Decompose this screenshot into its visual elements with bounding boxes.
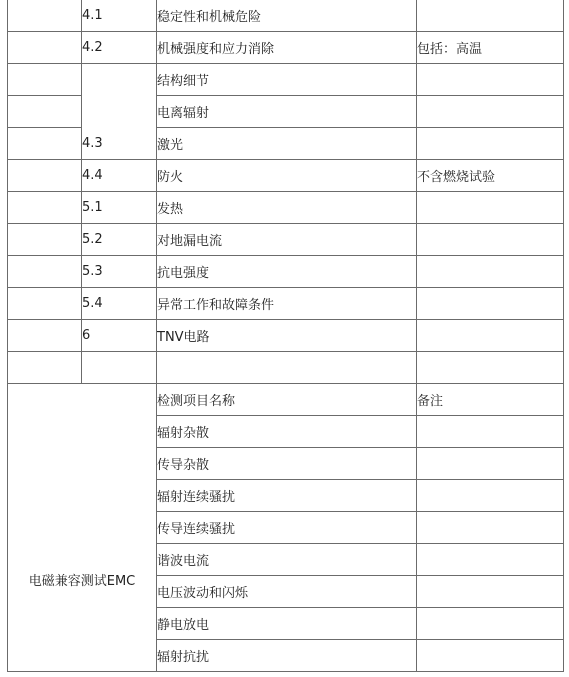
table-row [8,64,564,96]
remark-cell [417,288,564,320]
emc-item-name: 辐射连续骚扰 [157,480,417,512]
emc-item-name: 传导连续骚扰 [157,512,417,544]
test-item-name: 抗电强度 [157,256,417,288]
remark-cell [417,512,564,544]
remark-cell [417,128,564,160]
clause-number: 5.3 [82,256,157,288]
emc-group-label: 电磁兼容测试EMC [8,384,157,672]
remark-cell [417,64,564,96]
test-item-name: 稳定性和机械危险 [157,0,417,32]
group-cell [8,352,82,384]
remark-cell [417,608,564,640]
remark-cell [417,544,564,576]
remark-cell: 不含燃烧试验 [417,160,564,192]
group-cell [8,192,82,224]
clause-number: 4.2 [82,32,157,64]
group-cell [8,256,82,288]
table-row [8,320,564,352]
empty-cell [157,352,417,384]
emc-item-name: 静电放电 [157,608,417,640]
group-cell [8,288,82,320]
remark-cell [417,96,564,128]
test-item-name: 异常工作和故障条件 [157,288,417,320]
remark-cell [417,576,564,608]
table-row [8,384,564,416]
table-row [8,224,564,256]
remark-cell: 包括：高温 [417,32,564,64]
group-cell [8,32,82,64]
clause-number: 4.1 [82,0,157,32]
group-cell [8,224,82,256]
remark-cell [417,480,564,512]
emc-item-name: 辐射杂散 [157,416,417,448]
remark-cell [417,416,564,448]
remark-cell [417,256,564,288]
remark-cell [417,224,564,256]
emc-header-note: 备注 [417,384,564,416]
table-row [8,32,564,64]
clause-number: 5.2 [82,224,157,256]
group-cell [8,64,82,96]
empty-cell [82,352,157,384]
test-item-name: 电离辐射 [157,96,417,128]
clause-number: 4.4 [82,160,157,192]
group-cell [8,0,82,32]
clause-number: 4.3 [82,64,157,160]
group-cell [8,160,82,192]
table-row [8,256,564,288]
test-item-name: 结构细节 [157,64,417,96]
table-row [8,352,564,384]
table-row [8,0,564,32]
test-item-name: 发热 [157,192,417,224]
emc-item-name: 谐波电流 [157,544,417,576]
emc-item-name: 传导杂散 [157,448,417,480]
emc-item-name: 辐射抗扰 [157,640,417,672]
table-row [8,288,564,320]
test-items-table [7,0,564,672]
remark-cell [417,448,564,480]
group-cell [8,96,82,128]
clause-number: 5.1 [82,192,157,224]
table-row [8,160,564,192]
remark-cell [417,0,564,32]
clause-number: 6 [82,320,157,352]
test-item-name: 激光 [157,128,417,160]
remark-cell [417,192,564,224]
clause-number: 5.4 [82,288,157,320]
empty-cell [417,352,564,384]
test-item-name: 防火 [157,160,417,192]
table-row [8,192,564,224]
test-item-name: TNV电路 [157,320,417,352]
emc-header-item: 检测项目名称 [157,384,417,416]
test-item-name: 对地漏电流 [157,224,417,256]
remark-cell [417,320,564,352]
group-cell [8,128,82,160]
group-cell [8,320,82,352]
emc-item-name: 电压波动和闪烁 [157,576,417,608]
test-item-name: 机械强度和应力消除 [157,32,417,64]
remark-cell [417,640,564,672]
